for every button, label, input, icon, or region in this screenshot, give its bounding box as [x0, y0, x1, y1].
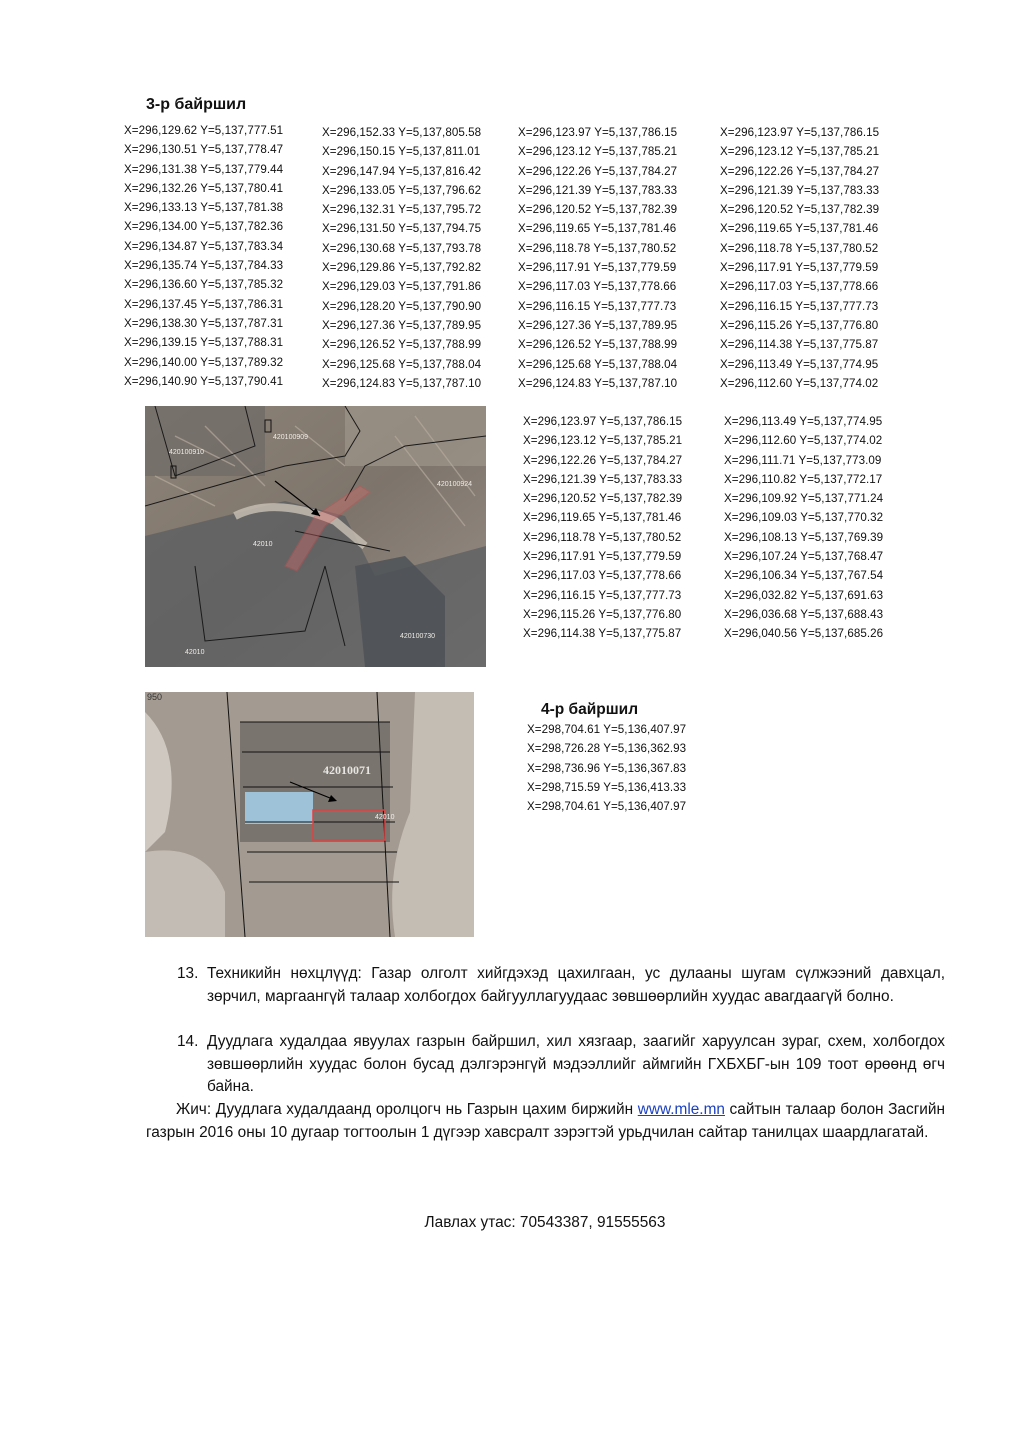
coordinate-row: X=296,136.60 Y=5,137,785.32	[124, 278, 284, 292]
coordinate-row: X=296,118.78 Y=5,137,780.52	[518, 241, 677, 255]
coordinate-row: X=296,124.83 Y=5,137,787.10	[518, 376, 678, 390]
coordinate-row: X=296,106.34 Y=5,137,767.54	[724, 569, 884, 583]
coordinate-row: X=296,123.12 Y=5,137,785.21	[720, 145, 880, 159]
coordinate-row: X=296,126.52 Y=5,137,788.99	[322, 338, 482, 352]
coordinate-row: X=298,736.96 Y=5,136,367.83	[527, 761, 687, 775]
item-number: 14.	[177, 1033, 199, 1050]
numbered-item-13	[177, 963, 945, 1008]
coordinate-row: X=296,109.03 Y=5,137,770.32	[724, 511, 884, 525]
coordinate-row: X=296,110.82 Y=5,137,772.17	[724, 472, 883, 486]
coordinate-row: X=296,123.97 Y=5,137,786.15	[518, 126, 678, 139]
coordinate-row: X=296,132.26 Y=5,137,780.41	[124, 181, 284, 195]
coordinate-row: X=296,123.97 Y=5,137,786.15	[523, 415, 683, 428]
coordinate-row: X=296,129.62 Y=5,137,777.51	[124, 124, 284, 137]
coordinate-row: X=296,121.39 Y=5,137,783.33	[523, 472, 683, 486]
item-number: 13.	[177, 965, 199, 982]
site3-map-label: 42010	[253, 541, 273, 548]
site3-coords-col6	[724, 412, 883, 644]
site3-coords-col5	[523, 412, 682, 644]
note-paragraph	[146, 1099, 945, 1144]
coordinate-row: X=296,115.26 Y=5,137,776.80	[523, 607, 682, 621]
coordinate-row: X=296,121.39 Y=5,137,783.33	[518, 183, 678, 197]
coordinate-row: X=296,129.86 Y=5,137,792.82	[322, 261, 482, 275]
coordinate-row: X=296,125.68 Y=5,137,788.04	[322, 357, 482, 371]
coordinate-row: X=296,121.39 Y=5,137,783.33	[720, 183, 880, 197]
site3-coords-col2	[322, 123, 481, 393]
site4-map-label: 950	[147, 692, 163, 702]
coordinate-row: X=296,150.15 Y=5,137,811.01	[322, 145, 481, 159]
coordinate-row: X=296,128.20 Y=5,137,790.90	[322, 299, 482, 313]
coordinate-row: X=296,119.65 Y=5,137,781.46	[720, 222, 879, 236]
coordinate-row: X=296,118.78 Y=5,137,780.52	[523, 530, 682, 544]
coordinate-row: X=296,129.03 Y=5,137,791.86	[322, 280, 482, 294]
coordinate-row: X=296,137.45 Y=5,137,786.31	[124, 297, 284, 311]
coordinate-row: X=296,114.38 Y=5,137,775.87	[523, 627, 682, 641]
coordinate-row: X=296,116.15 Y=5,137,777.73	[518, 299, 677, 313]
coordinate-row: X=296,113.49 Y=5,137,774.95	[724, 415, 883, 428]
site3-coords-col1	[124, 121, 283, 391]
site3-map-label: 420100924	[437, 481, 473, 488]
coordinate-row: X=296,122.26 Y=5,137,784.27	[518, 164, 678, 178]
coordinate-row: X=296,113.49 Y=5,137,774.95	[720, 357, 879, 371]
coordinate-row: X=296,119.65 Y=5,137,781.46	[518, 222, 677, 236]
coordinate-row: X=296,040.56 Y=5,137,685.26	[724, 627, 884, 641]
coordinate-row: X=296,122.26 Y=5,137,784.27	[523, 453, 683, 467]
coordinate-row: X=296,152.33 Y=5,137,805.58	[322, 126, 482, 139]
coordinate-row: X=296,127.36 Y=5,137,789.95	[322, 318, 482, 332]
coordinate-row: X=296,117.03 Y=5,137,778.66	[518, 280, 677, 294]
coordinate-row: X=296,127.36 Y=5,137,789.95	[518, 318, 678, 332]
site3-heading: 3-р байршил	[146, 96, 247, 113]
coordinate-row: X=296,124.83 Y=5,137,787.10	[322, 376, 482, 390]
coordinate-row: X=296,135.74 Y=5,137,784.33	[124, 259, 284, 273]
site3-coords-col4	[720, 123, 879, 393]
coordinate-row: X=296,123.97 Y=5,137,786.15	[720, 126, 880, 139]
coordinate-row: X=296,036.68 Y=5,137,688.43	[724, 607, 884, 621]
coordinate-row: X=296,119.65 Y=5,137,781.46	[523, 511, 682, 525]
coordinate-row: X=296,138.30 Y=5,137,787.31	[124, 316, 284, 330]
coordinate-row: X=296,125.68 Y=5,137,788.04	[518, 357, 678, 371]
mle-link[interactable]: www.mle.mn	[637, 1101, 725, 1118]
coordinate-row: X=296,131.50 Y=5,137,794.75	[322, 222, 482, 236]
coordinate-row: X=296,114.38 Y=5,137,775.87	[720, 338, 879, 352]
coordinate-row: X=296,132.31 Y=5,137,795.72	[322, 203, 482, 217]
coordinate-row: X=296,109.92 Y=5,137,771.24	[724, 492, 884, 506]
site3-coords-col3	[518, 123, 677, 393]
site4-map-image	[145, 692, 474, 937]
site3-map-label: 420100910	[169, 449, 205, 456]
note-prefix: Жич: Дуудлага худалдаанд оролцогч нь Газрын цахим биржийн	[176, 1101, 638, 1118]
coordinate-row: X=296,117.91 Y=5,137,779.59	[720, 261, 879, 275]
site4-map-label: 42010	[375, 814, 395, 821]
coordinate-row: X=296,133.05 Y=5,137,796.62	[322, 183, 482, 197]
coordinate-row: X=298,704.61 Y=5,136,407.97	[527, 723, 687, 736]
site3-map-label: 42010	[185, 649, 205, 656]
numbered-item-14	[177, 1031, 945, 1099]
site3-map-label: 420100730	[400, 633, 436, 640]
coordinate-row: X=296,134.87 Y=5,137,783.34	[124, 239, 284, 253]
coordinate-row: X=298,704.61 Y=5,136,407.97	[527, 800, 687, 814]
coordinate-row: X=296,123.12 Y=5,137,785.21	[518, 145, 678, 159]
coordinate-row: X=296,116.15 Y=5,137,777.73	[720, 299, 879, 313]
coordinate-row: X=296,118.78 Y=5,137,780.52	[720, 241, 879, 255]
coordinate-row: X=296,117.91 Y=5,137,779.59	[518, 261, 677, 275]
coordinate-row: X=296,126.52 Y=5,137,788.99	[518, 338, 678, 352]
coordinate-row: X=296,140.90 Y=5,137,790.41	[124, 374, 284, 388]
item-text: Дуудлага худалдаа явуулах газрын байршил, хил хязгаар, заагийг харуулсан зураг, схем, холбогдох зөвшөөрлийн хуудас болон бусад дэлгэрэнгүй мэдээллийг аймгийн ГХБХБГ-ын 109 тоот өрөөнд өгч байна.	[207, 1033, 945, 1096]
coordinate-row: X=298,726.28 Y=5,136,362.93	[527, 742, 687, 756]
coordinate-row: X=296,147.94 Y=5,137,816.42	[322, 164, 482, 178]
coordinate-row: X=296,112.60 Y=5,137,774.02	[724, 434, 883, 448]
coordinate-row: X=296,122.26 Y=5,137,784.27	[720, 164, 880, 178]
site4-heading: 4-р байршил	[541, 701, 639, 718]
site4-map-label: 42010071	[323, 763, 371, 777]
coordinate-row: X=296,115.26 Y=5,137,776.80	[720, 318, 879, 332]
contact-phone: Лавлах утас: 70543387, 91555563	[424, 1214, 666, 1231]
coordinate-row: X=296,130.68 Y=5,137,793.78	[322, 241, 482, 255]
coordinate-row: X=296,032.82 Y=5,137,691.63	[724, 588, 884, 602]
coordinate-row: X=296,112.60 Y=5,137,774.02	[720, 376, 879, 390]
site4-coords	[527, 720, 686, 816]
coordinate-row: X=296,120.52 Y=5,137,782.39	[518, 203, 678, 217]
coordinate-row: X=296,120.52 Y=5,137,782.39	[720, 203, 880, 217]
coordinate-row: X=296,108.13 Y=5,137,769.39	[724, 530, 884, 544]
coordinate-row: X=296,130.51 Y=5,137,778.47	[124, 143, 284, 157]
coordinate-row: X=296,117.03 Y=5,137,778.66	[720, 280, 879, 294]
coordinate-row: X=296,133.13 Y=5,137,781.38	[124, 201, 284, 215]
note-suffix: сайтын талаар болон Засгийн газрын 2016 оны 10 дугаар тогтоолын 1 дүгээр хавсралт зэрэгтэй урьдчилан сайтар танилцах шаардлагатай.	[146, 1101, 945, 1141]
coordinate-row: X=296,120.52 Y=5,137,782.39	[523, 492, 683, 506]
coordinate-row: X=298,715.59 Y=5,136,413.33	[527, 780, 687, 794]
coordinate-row: X=296,131.38 Y=5,137,779.44	[124, 162, 284, 176]
site3-map-image	[145, 406, 486, 667]
coordinate-row: X=296,117.03 Y=5,137,778.66	[523, 569, 682, 583]
coordinate-row: X=296,134.00 Y=5,137,782.36	[124, 220, 284, 234]
coordinate-row: X=296,116.15 Y=5,137,777.73	[523, 588, 682, 602]
coordinate-row: X=296,123.12 Y=5,137,785.21	[523, 434, 683, 448]
coordinate-row: X=296,139.15 Y=5,137,788.31	[124, 336, 284, 350]
coordinate-row: X=296,107.24 Y=5,137,768.47	[724, 550, 884, 564]
site3-map-label: 420100909	[273, 434, 309, 441]
coordinate-row: X=296,117.91 Y=5,137,779.59	[523, 550, 682, 564]
coordinate-row: X=296,111.71 Y=5,137,773.09	[724, 453, 882, 467]
item-text: Техникийн нөхцлүүд: Газар олголт хийгдэхэд цахилгаан, ус дулааны шугам сүлжээний давхцал, зөрчил, маргаангүй талаар холбогдох байгууллагуудаас зөвшөөрлийн хуудас авагдаагүй болно.	[207, 965, 945, 1005]
coordinate-row: X=296,140.00 Y=5,137,789.32	[124, 355, 284, 369]
